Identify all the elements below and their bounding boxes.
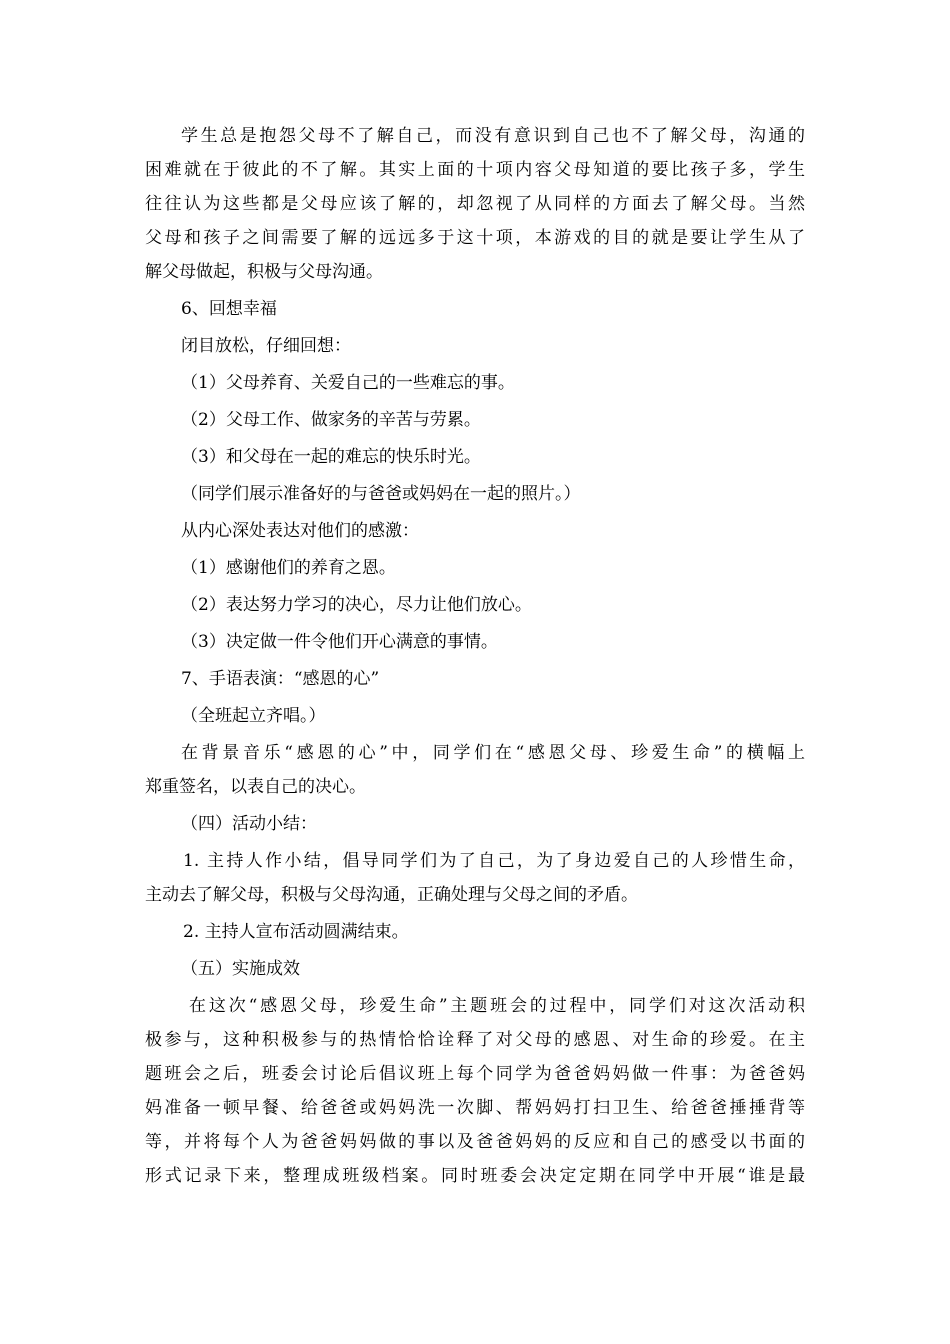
list-item: （1）感谢他们的养育之恩。 <box>181 558 396 578</box>
text-line: 学生总是抱怨父母不了解自己，而没有意识到自己也不了解父母，沟通的 <box>181 126 805 146</box>
text-line: 在这次“感恩父母，珍爱生命”主题班会的过程中，同学们对这次活动积 <box>189 996 805 1016</box>
text-line: 形式记录下来，整理成班级档案。同时班委会决定定期在同学中开展“谁是最 <box>145 1166 805 1186</box>
text-line: 极参与，这种积极参与的热情恰恰诠释了对父母的感恩、对生命的珍爱。在主 <box>145 1030 805 1050</box>
list-item: （1）父母养育、关爱自己的一些难忘的事。 <box>181 373 515 393</box>
paragraph-sing-together: （全班起立齐唱。） <box>181 706 326 726</box>
section-heading-recall-happiness: 6、回想幸福 <box>181 299 277 319</box>
text-line: 解父母做起，积极与父母沟通。 <box>145 262 383 282</box>
document-body <box>145 119 805 1193</box>
list-item: （2）表达努力学习的决心，尽力让他们放心。 <box>181 595 532 615</box>
paragraph-summary-1 <box>145 844 805 912</box>
list-item: （3）决定做一件令他们开心满意的事情。 <box>181 632 498 652</box>
paragraph-sign-banner <box>145 736 805 804</box>
text-line: 往往认为这些都是父母应该了解的，却忽视了从同样的方面去了解父母。当然 <box>145 194 805 214</box>
paragraph-summary-2: 2. 主持人宣布活动圆满结束。 <box>183 922 409 942</box>
text-line: 父母和孩子之间需要了解的远远多于这十项，本游戏的目的就是要让学生从了 <box>145 228 805 248</box>
paragraph-show-photos: （同学们展示准备好的与爸爸或妈妈在一起的照片。） <box>181 484 581 504</box>
section-heading-sign-language: 7、手语表演：“感恩的心” <box>181 669 380 689</box>
text-line: 困难就在于彼此的不了解。其实上面的十项内容父母知道的要比孩子多，学生 <box>145 160 805 180</box>
paragraph-results <box>145 989 805 1193</box>
text-line: 郑重签名，以表自己的决心。 <box>145 777 366 797</box>
text-line: 题班会之后，班委会讨论后倡议班上每个同学为爸爸妈妈做一件事：为爸爸妈 <box>145 1064 805 1084</box>
section-heading-summary: （四）活动小结： <box>181 814 317 834</box>
text-line: 妈准备一顿早餐、给爸爸或妈妈洗一次脚、帮妈妈打扫卫生、给爸爸捶捶背等 <box>145 1098 805 1118</box>
text-line: 主动去了解父母，积极与父母沟通，正确处理与父母之间的矛盾。 <box>145 885 638 905</box>
paragraph-express-gratitude: 从内心深处表达对他们的感激： <box>181 521 419 541</box>
list-item: （3）和父母在一起的难忘的快乐时光。 <box>181 447 481 467</box>
text-line: 等，并将每个人为爸爸妈妈做的事以及爸爸妈妈的反应和自己的感受以书面的 <box>145 1132 805 1152</box>
section-heading-results: （五）实施成效 <box>181 959 300 979</box>
paragraph-close-eyes: 闭目放松，仔细回想： <box>181 336 351 356</box>
text-line: 1. 主持人作小结，倡导同学们为了自己，为了身边爱自己的人珍惜生命， <box>183 851 805 871</box>
text-line: 在背景音乐“感恩的心”中，同学们在“感恩父母、珍爱生命”的横幅上 <box>181 743 805 763</box>
list-item: （2）父母工作、做家务的辛苦与劳累。 <box>181 410 481 430</box>
paragraph-understanding-parents <box>145 119 805 289</box>
